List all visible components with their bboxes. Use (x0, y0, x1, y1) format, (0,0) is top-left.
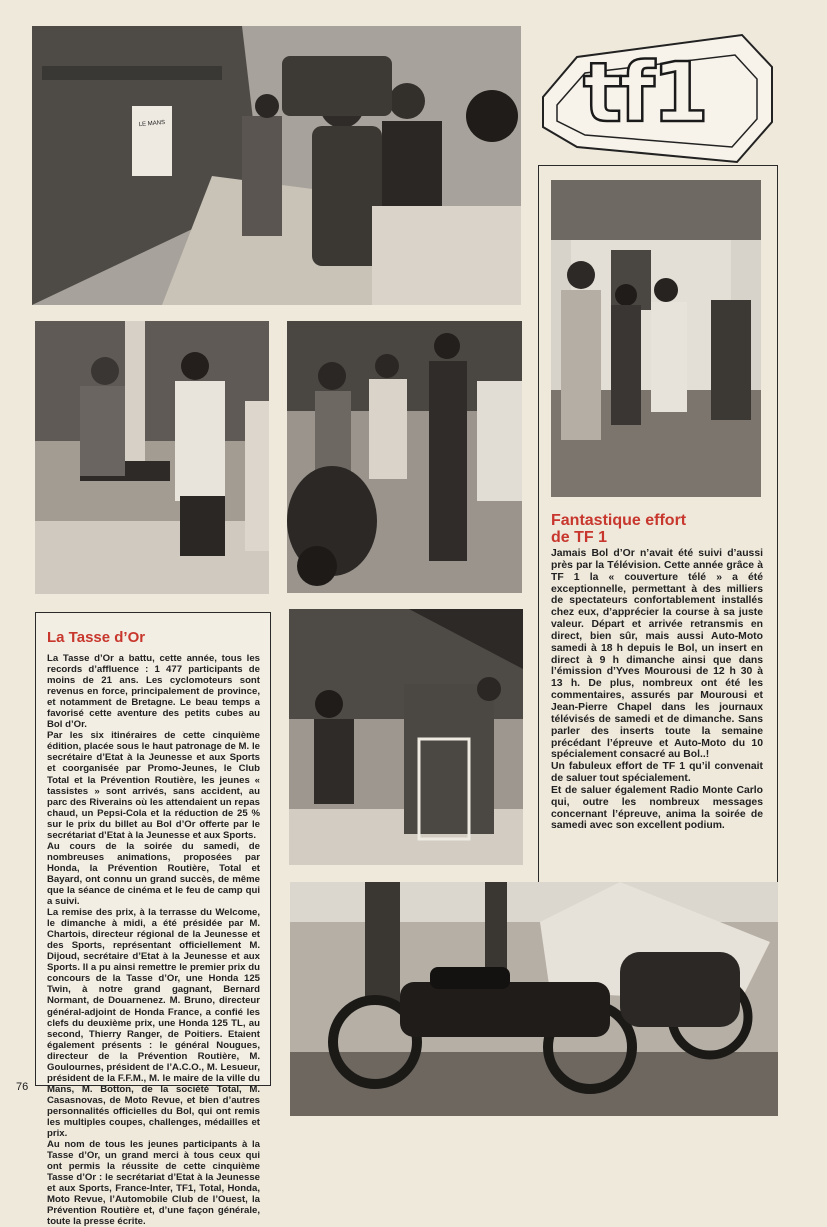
tf1-article (551, 512, 763, 832)
tf1-article-title-line1: Fantastique effort (551, 512, 687, 529)
tasse-p1: La Tasse d’Or a battu, cette année, tous les records d’affluence : 1 477 participants de moins de 21 ans. Les cyclomoteurs sont revenus en force, principalement de province, et notamment de Bretagne. Le beau temps a favorisé cette aventure des petits cubes au Bol d’Or. (47, 653, 260, 731)
photo-moto-group (287, 321, 522, 593)
tasse-p4: La remise des prix, à la terrasse du Welcome, le dimanche à midi, a été présidée par M. Chartois, directeur régional de la Jeunesse et des Sports, représentant officiellement M. Dijoud, secrétaire d’Etat à la Jeunesse et aux Sports. Il a pu ainsi remettre le premier prix du concours de la Tasse d’Or, une Honda 125 Twin, à notre grand gagnant, Bernard Normant, de Douarnenez. M. Bruno, directeur général-adjoint de Honda France, a confié les clefs du deuxième prix, une Honda 125 TL, au second, Thierry Ranger, de Poitiers. Etaient également présents : le général Nougues, directeur de la Prévention Routière, M. Goulournes, président de l’A.C.O., M. Lesueur, président de la F.F.M., M. le maire de la ville du Mans, M. Botton, de la société Total, M. Casasnovas, de Moto Revue, et bien d’autres personnalités officielles du Bol, qui ont remis les multiples coupes, challenges, médailles et prix. (47, 907, 260, 1140)
tf1-article-title-line2: de TF 1 (551, 529, 608, 546)
tf1-logo-text: tf1 (583, 46, 706, 141)
tasse-p5: Au nom de tous les jeunes participants à la Tasse d’Or, un grand merci à tous ceux qui ont permis la réussite de cette cinquième Tasse d’Or : le secrétariat d’Etat à la Jeunesse et aux Sports, France-Inter, TF1, Total, Honda, Moto Revue, l’Automobile Club de l’Ouest, la Prévention Routière et, d’une façon générale, toute la presse écrite. (47, 1139, 260, 1227)
photo-train-station (32, 26, 521, 305)
tf1-article-body: Jamais Bol d’Or n’avait été suivi d’aussi près par la Télévision. Cette année grâce à TF 1 la « couverture télé » a été exceptionnelle, permettant à des milliers de spectateurs confortablement installés chez eux, d’apprécier la course à sa juste valeur. Départ et arrivée retransmis en direct, bien sûr, mais aussi Auto-Moto samedi à 18 h depuis le Bol, un insert en direct à 9 h dimanche ainsi que dans l’émission d’Yves Mourousi de 12 h 30 à 13 h. De plus, nombreux ont été les commentaires, assurés par Mourousi et Jean-Pierre Chapel dans les journaux télévisés de samedi et de dimanche. Sans parler des inserts toute la semaine précédant l’épreuve et Auto-Moto du 10 spécialement consacré au Bol..! (551, 548, 763, 761)
tf1-article-body-3: Et de saluer également Radio Monte Carlo qui, outre les nombreux messages concernant l’épreuve, anima la soirée de samedi avec son excellent podium. (551, 784, 763, 832)
tasse-article-title: La Tasse d’Or (47, 629, 146, 646)
page-number: 76 (16, 1081, 29, 1093)
photo-building-crowd (551, 180, 761, 497)
train-sign: LE MANS (138, 119, 166, 129)
tasse-p2: Par les six itinéraires de cette cinquième édition, placée sous le haut patronage de M. le secrétaire d’Etat à la Jeunesse et aux Sports et coorganisée par Promo-Jeunes, le Club Total et la Prévention Routière, les jeunes « tassistes » sont arrivés, sans accident, au parc des Riverains où les attendaient un repas chaud, un Pepsi-Cola et la réduction de 25 % sur le prix du billet au Bol d’Or offerte par le secrétariat d’Etat à la Jeunesse et aux Sports. (47, 730, 260, 841)
tasse-p3: Au cours de la soirée du samedi, de nombreuses animations, proposées par Honda, la Prévention Routière, Total et Bayard, ont connu un grand succès, de même que la séance de cinéma et le feu de camp qui a suivi. (47, 840, 260, 908)
tf1-logo (537, 27, 777, 167)
tasse-article (47, 629, 260, 1227)
photo-barbecue (35, 321, 269, 594)
photo-sidecar-motorcycle (290, 882, 778, 1116)
tf1-article-body-2: Un fabuleux effort de TF 1 qu’il convenait de saluer tout spécialement. (551, 761, 763, 785)
photo-chair-scene (289, 609, 523, 865)
